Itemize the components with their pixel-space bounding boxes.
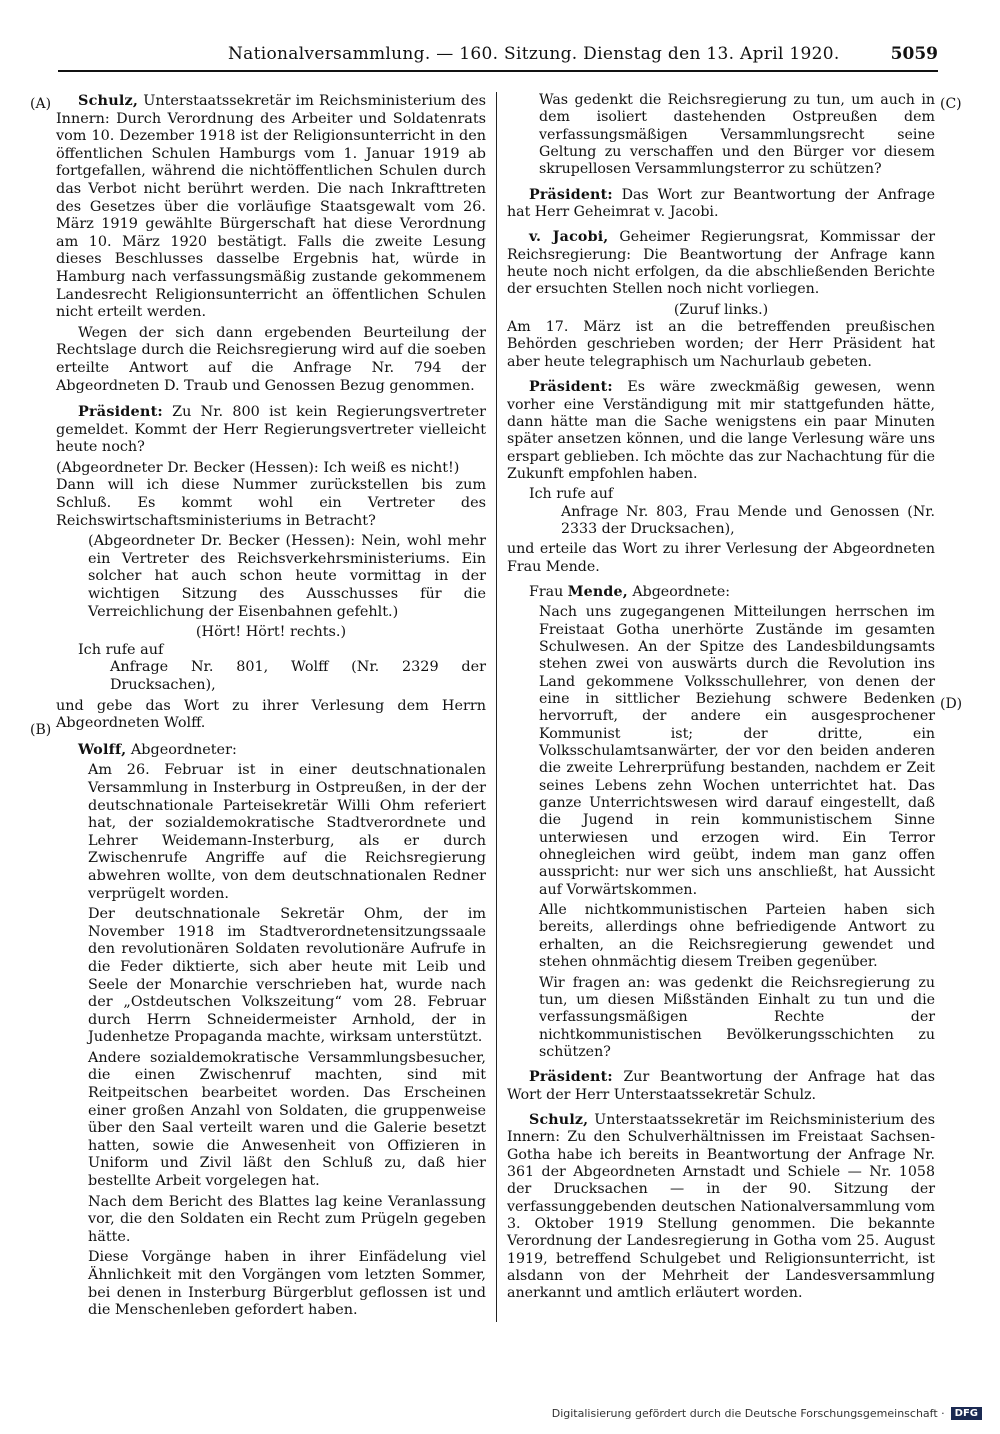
paragraph: Der deutschnationale Sekretär Ohm, der im November 1918 im Stadtverordnetensitzungssaale den revolutionären Soldaten revolutionäre Aufrufe in die Feder diktierte, sich aber heute mit Leib und Seele der Monarchie verschrieben hat, wurde nach der „Ostdeutschen Volkszeitung“ vom 28. Februar durch Herrn Schneidermeister Arnhold, der in Judenhetze Propaganda machte, wirksam unterstützt. — [88, 906, 486, 1046]
running-title: Nationalversammlung. — 160. Sitzung. Dienstag den 13. April 1920. — [228, 44, 840, 64]
paragraph: Dann will ich diese Nummer zurückstellen bis zum Schluß. Es kommt wohl ein Vertreter des Reichswirtschaftsministeriums in Betracht? — [56, 477, 486, 529]
interjection: (Hört! Hört! rechts.) — [195, 624, 347, 641]
paragraph: Schulz, Unterstaatssekretär im Reichsministerium des Innern: Zu den Schulverhältnissen im Freistaat Sachsen-Gotha habe ich bereits in Beantwortung der Anfrage Nr. 361 der Abgeordneten Arnstadt und Schiele — Nr. 1058 der Drucksachen — in der 90. Sitzung der verfassunggebenden deutschen Nationalversammlung vom 3. Oktober 1919 Stellung genommen. Die bekannte Verordnung der Landesregierung in Gotha vom 25. August 1919, betreffend Schulgebet und Religionsunterricht, ist alsdann von der Mehrheit der Landesversammlung anerkannt und amtlich erläutert worden. — [507, 1111, 935, 1302]
right-column — [507, 92, 935, 1306]
interjection: (Abgeordneter Dr. Becker (Hessen): Nein, wohl mehr ein Vertreter des Reichsverkehrsministeriums. Ein solcher hat auch schon heute vormittag in der wichtigen Sitzung des Ausschusses für die Verreichlichung der Eisenbahnen gefehlt.) — [88, 533, 486, 620]
paragraph: Diese Vorgänge haben in ihrer Einfädelung viel Ähnlichkeit mit den Vorgängen vom letzten Sommer, bei denen in Insterburg Bürgerblut geflossen ist und die Menschenleben gefordert haben. — [88, 1249, 486, 1319]
interjection: (Abgeordneter Dr. Becker (Hessen): Ich weiß es nicht!) — [56, 459, 460, 476]
paragraph: Andere sozialdemokratische Versammlungsbesucher, die einen Zwischenruf machten, sind mit Reitpeitschen bearbeitet worden. Das Erscheinen einer großen Anzahl von Soldaten, die gruppenweise über den Saal verteilt waren und die Galerie besetzt hatten, sowie die Anwesenheit von Offizieren in Uniform und Zivil läßt den Schluß zu, daß hier bestellte Arbeit vorgelegen hat. — [88, 1049, 486, 1190]
dfg-logo: DFG — [951, 1407, 982, 1420]
paragraph: Präsident: Es wäre zweckmäßig gewesen, wenn vorher eine Verständigung mit mir stattgefunden hätte, dann hätte man die Sache wenigstens ein paar Minuten später ansetzen können, und die lange Verlesung wäre uns erspart geblieben. Ich möchte das zur Nachachtung für die Zukunft empfohlen haben. — [507, 379, 935, 482]
paragraph: v. Jacobi, Geheimer Regierungsrat, Kommissar der Reichsregierung: Die Beantwortung der Anfrage kann heute noch nicht erfolgen, da die abschließenden Berichte der ersuchten Stellen noch nicht vorliegen. — [507, 229, 935, 298]
speaker-name: Schulz, — [78, 92, 139, 109]
margin-marker-a: (A) — [30, 96, 52, 112]
inquiry-reference: Anfrage Nr. 803, Frau Mende und Genossen (Nr. 2333 der Drucksachen), — [561, 503, 935, 537]
speaker-name: Präsident: — [78, 403, 163, 421]
paragraph: Was gedenkt die Reichsregierung zu tun, um auch in dem isoliert dastehenden Ostpreußen dem verfassungsmäßigen Versammlungsrecht seine Geltung zu verschaffen und den Bürger vor diesem skrupellosen Versammlungsterror zu schützen? — [539, 92, 935, 178]
speaker-name: v. Jacobi, — [529, 229, 609, 246]
paragraph: Wolff, Abgeordneter: — [78, 740, 237, 758]
paragraph: Nach dem Bericht des Blattes lag keine Veranlassung vor, die den Soldaten ein Recht zum Prügeln gegeben hätte. — [88, 1193, 486, 1245]
column-divider — [496, 92, 497, 1322]
paragraph: Ich rufe auf — [78, 641, 164, 658]
margin-marker-b: (B) — [30, 722, 52, 738]
footer-credit — [552, 1407, 982, 1420]
footer-text: Digitalisierung gefördert durch die Deutsche Forschungsgemeinschaft · — [551, 1407, 945, 1420]
paragraph: und gebe das Wort zu ihrer Verlesung dem Herrn Abgeordneten Wolff. — [56, 697, 486, 732]
page-number: 5059 — [890, 44, 938, 64]
paragraph: Frau Mende, Abgeordnete: — [529, 583, 731, 600]
margin-marker-d: (D) — [940, 696, 963, 712]
speaker-name: Präsident: — [529, 186, 613, 203]
left-column — [56, 92, 486, 1323]
paragraph: Präsident: Zu Nr. 800 ist kein Regierungsvertreter gemeldet. Kommt der Herr Regierungsvertreter vielleicht heute noch? — [56, 403, 486, 456]
paragraph: Alle nichtkommunistischen Parteien haben sich bereits, allerdings ohne befriedigende Antwort zu erhalten, an die Reichsregierung gewendet und stehen ohnmächtig diesem Treiben gegenüber. — [539, 902, 935, 971]
paragraph: Schulz, Unterstaatssekretär im Reichsministerium des Innern: Durch Verordnung des Arbeiter und Soldatenrats vom 10. Dezember 1918 ist der Religionsunterricht in den öffentlichen Schulen Hamburgs vom 1. Januar 1919 ab fortgefallen, während die nichtöffentlichen Schulen durch das Verbot nicht berührt werden. Die nach Inkrafttreten des Gesetzes über die vorläufige Staatsgewalt vom 26. März 1919 gewählte Bürgerschaft hat diese Verordnung am 10. März 1920 bestätigt. Falls die zweite Lesung dieses Beschlusses dasselbe Ergebnis hat, würde in Hamburg nach verfassungsmäßig zustande gekommenem Landesrecht Religionsunterricht an öffentlichen Schulen nicht erteilt werden. — [56, 92, 486, 321]
paragraph: und erteile das Wort zu ihrer Verlesung der Abgeordneten Frau Mende. — [507, 541, 935, 575]
paragraph: Nach uns zugegangenen Mitteilungen herrschen im Freistaat Gotha unerhörte Zustände im gesamten Schulwesen. An der Spitze des Landesbildungsamts stehen zwei von auswärts durch die Revolution ins Land gekommene Volksschullehrer, von denen der eine in sittlicher Beziehung schwere Bedenken hervorruft, der andere ein ausgesprochener Kommunist ist; der dritte, ein Volksschulamtsanwärter, der vor den beiden anderen die zweite Lehrerprüfung bestanden, nachdem er Zeit seines Lebens zehn Wochen unterrichtet hat. Das ganze Unterrichtswesen wird darauf eingestellt, daß die Jugend in rein kommunistischem Sinne unterwiesen und erzogen wird. Ein Terror ohnegleichen wird geübt, indem man ganz offen ausspricht: nur wer sich uns anschließt, hat Aussicht auf Vorwärtskommen. — [539, 604, 935, 898]
speaker-name: Präsident: — [529, 1069, 613, 1086]
inquiry-reference: Anfrage Nr. 801, Wolff (Nr. 2329 der Drucksachen), — [110, 659, 486, 693]
paragraph: Präsident: Zur Beantwortung der Anfrage hat das Wort der Herr Unterstaatssekretär Schulz. — [507, 1069, 935, 1103]
paragraph: Ich rufe auf — [529, 486, 614, 503]
paragraph: Präsident: Das Wort zur Beantwortung der Anfrage hat Herr Geheimrat v. Jacobi. — [507, 186, 935, 221]
paragraph: Wegen der sich dann ergebenden Beurteilung der Rechtslage durch die Reichsregierung wird auf die soeben erteilte Antwort auf die Anfrage Nr. 794 der Abgeordneten D. Traub und Genossen Bezug genommen. — [56, 324, 486, 394]
speaker-name: Schulz, — [529, 1111, 589, 1128]
margin-marker-c: (C) — [940, 96, 962, 112]
speaker-name: Wolff, — [78, 740, 127, 758]
page-header — [58, 44, 938, 72]
speaker-name: Mende, — [567, 583, 628, 600]
paragraph: Am 26. Februar ist in einer deutschnationalen Versammlung in Insterburg in Ostpreußen, in der der deutschnationale Parteisekretär Willi Ohm referiert hat, der sozialdemokratische Stadtverordnete und Lehrer Weidemann-Insterburg, als er durch Zwischenrufe Angriffe auf die Reichsregierung abwehren wollte, von dem deutschnationalen Redner verprügelt worden. — [88, 762, 486, 902]
interjection: (Zuruf links.) — [673, 301, 769, 318]
paragraph: Wir fragen an: was gedenkt die Reichsregierung zu tun, um diesen Mißständen Einhalt zu tun und die verfassungsmäßigen Rechte der nichtkommunistischen Bevölkerungsschichten zu schützen? — [539, 974, 935, 1060]
paragraph: Am 17. März ist an die betreffenden preußischen Behörden geschrieben worden; der Herr Präsident hat aber heute telegraphisch um Nachurlaub gebeten. — [507, 319, 935, 370]
speaker-name: Präsident: — [529, 379, 613, 396]
